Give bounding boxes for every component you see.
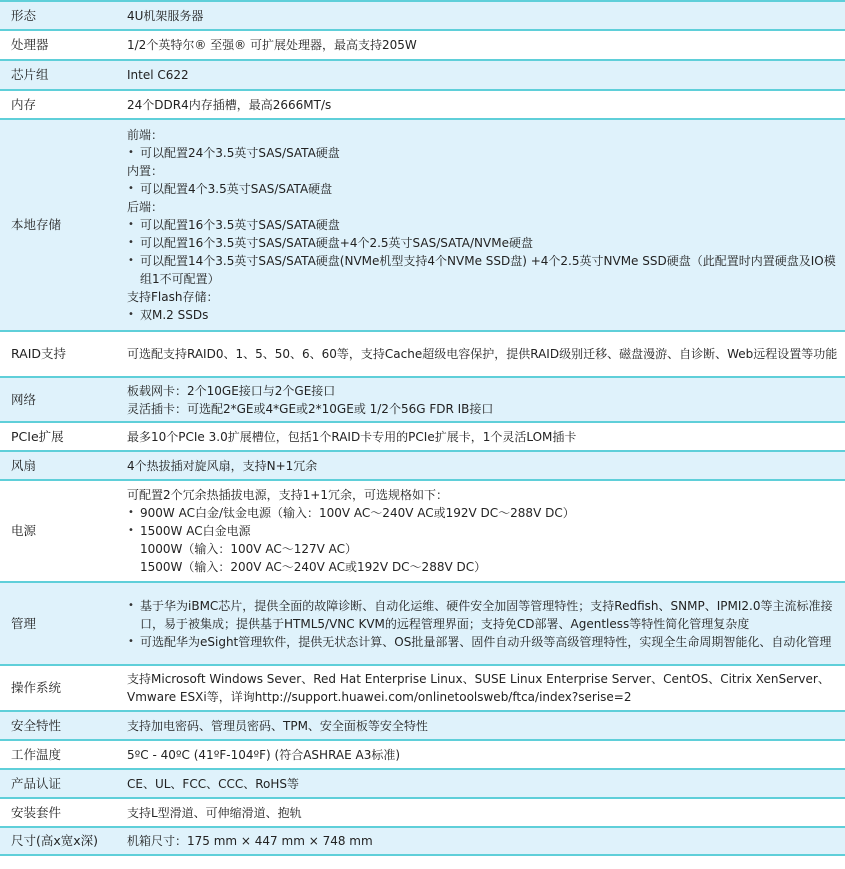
- row-label: 本地存储: [0, 119, 127, 331]
- row-label: 内存: [0, 90, 127, 119]
- spec-row-management: [0, 582, 845, 665]
- section-heading: 前端：: [127, 128, 164, 142]
- value-text: 机箱尺寸：175 mm × 447 mm × 748 mm: [127, 834, 373, 848]
- spec-row-os: [0, 665, 845, 711]
- value-text: 支持L型滑道、可伸缩滑道、抱轨: [127, 805, 302, 820]
- bullet-item: • 可选配华为eSight管理软件，提供无状态计算、OS批量部署、固件自动升级等高级管理特性，实现全生命周期智能化、自动化管理: [127, 633, 839, 651]
- spec-row-form-factor: [0, 1, 845, 30]
- row-label: 形态: [0, 1, 127, 30]
- spec-row-power: [0, 480, 845, 582]
- row-value: [127, 331, 845, 377]
- row-value: [127, 665, 845, 711]
- section-heading: 支持Flash存储：: [127, 290, 219, 304]
- spec-row-memory: [0, 90, 845, 119]
- row-label: 网络: [0, 377, 127, 422]
- bullet-item: • 1500W AC白金电源: [127, 522, 839, 540]
- row-label: 芯片组: [0, 60, 127, 90]
- spec-row-raid: [0, 331, 845, 377]
- sub-item: 1500W（输入：200V AC～240V AC或192V DC～288V DC）: [140, 560, 487, 574]
- spec-row-mounting-kit: [0, 798, 845, 827]
- spec-row-pcie: [0, 422, 845, 451]
- spec-row-processor: [0, 30, 845, 60]
- row-label: 工作温度: [0, 740, 127, 769]
- row-value: [127, 60, 845, 90]
- row-label: 安全特性: [0, 711, 127, 740]
- row-label: 产品认证: [0, 769, 127, 798]
- row-value: [127, 769, 845, 798]
- spec-row-local-storage: [0, 119, 845, 331]
- value-text: 灵活插卡：可选配2*GE或4*GE或2*10GE或 1/2个56G FDR IB接口: [127, 401, 494, 416]
- value-text: 支持Microsoft Windows Sever、Red Hat Enterprise Linux、SUSE Linux Enterprise Server、CentOS、Citrix XenServer、Vmware ESXi等，详询http://support.huawei.com/onlinetoolsweb/ftca/index?serise=2: [127, 672, 830, 704]
- spec-row-security: [0, 711, 845, 740]
- spec-row-chipset: [0, 60, 845, 90]
- value-text: CE、UL、FCC、CCC、RoHS等: [127, 776, 300, 791]
- row-label: RAID支持: [0, 331, 127, 377]
- spec-row-certification: [0, 769, 845, 798]
- row-value: [127, 582, 845, 665]
- row-value: [127, 798, 845, 827]
- value-text: 4U机架服务器: [127, 8, 204, 23]
- row-label: 处理器: [0, 30, 127, 60]
- row-value: [127, 1, 845, 30]
- bullet-item: • 基于华为iBMC芯片，提供全面的故障诊断、自动化运维、硬件安全加固等管理特性；支持Redfish、SNMP、IPMI2.0等主流标准接口，易于被集成；提供基于HTML5/VNC KVM的远程管理界面；支持免CD部署、Agentless等特性简化管理复杂度: [127, 597, 839, 633]
- value-text: 板载网卡：2个10GE接口与2个GE接口: [127, 383, 336, 398]
- value-text: Intel C622: [127, 68, 189, 82]
- row-value: [127, 480, 845, 582]
- row-value: [127, 740, 845, 769]
- spec-row-network: [0, 377, 845, 422]
- bullet-item: • 900W AC白金/钛金电源（输入：100V AC～240V AC或192V DC～288V DC）: [127, 504, 839, 522]
- value-text: 可配置2个冗余热插拔电源，支持1+1冗余，可选规格如下：: [127, 488, 448, 502]
- spec-row-fan: [0, 451, 845, 480]
- value-text: 最多10个PCIe 3.0扩展槽位，包括1个RAID卡专用的PCIe扩展卡，1个灵活LOM插卡: [127, 429, 577, 444]
- row-label: 操作系统: [0, 665, 127, 711]
- row-value: [127, 90, 845, 119]
- bullet-item: • 可以配置24个3.5英寸SAS/SATA硬盘: [127, 144, 839, 162]
- bullet-item: • 可以配置16个3.5英寸SAS/SATA硬盘: [127, 216, 839, 234]
- value-text: 5ºC - 40ºC (41ºF-104ºF) (符合ASHRAE A3标准): [127, 747, 401, 762]
- value-text: 24个DDR4内存插槽，最高2666MT/s: [127, 97, 332, 112]
- row-value: [127, 377, 845, 422]
- row-label: 安装套件: [0, 798, 127, 827]
- spec-row-temperature: [0, 740, 845, 769]
- row-label: 风扇: [0, 451, 127, 480]
- row-value: [127, 30, 845, 60]
- value-text: 4个热拔插对旋风扇，支持N+1冗余: [127, 458, 318, 473]
- bullet-item: • 双M.2 SSDs: [127, 306, 839, 324]
- bullet-item: • 可以配置16个3.5英寸SAS/SATA硬盘+4个2.5英寸SAS/SATA/NVMe硬盘: [127, 234, 839, 252]
- row-value: [127, 711, 845, 740]
- row-label: 管理: [0, 582, 127, 665]
- row-label: 尺寸(高x宽x深): [0, 827, 127, 855]
- section-heading: 内置：: [127, 164, 164, 178]
- row-label: PCIe扩展: [0, 422, 127, 451]
- row-value: [127, 451, 845, 480]
- spec-row-dimensions: [0, 827, 845, 855]
- row-value: [127, 119, 845, 331]
- bullet-item: • 可以配置14个3.5英寸SAS/SATA硬盘(NVMe机型支持4个NVMe SSD盘) +4个2.5英寸NVMe SSD硬盘（此配置时内置硬盘及IO模组1不可配置）: [127, 252, 839, 288]
- sub-item: 1000W（输入：100V AC～127V AC）: [140, 542, 358, 556]
- row-label: 电源: [0, 480, 127, 582]
- row-value: [127, 827, 845, 855]
- value-text: 支持加电密码、管理员密码、TPM、安全面板等安全特性: [127, 718, 428, 733]
- value-text: 1/2个英特尔® 至强® 可扩展处理器，最高支持205W: [127, 38, 417, 52]
- section-heading: 后端：: [127, 200, 164, 214]
- bullet-item: • 可以配置4个3.5英寸SAS/SATA硬盘: [127, 180, 839, 198]
- value-text: 可选配支持RAID0、1、5、50、6、60等，支持Cache超级电容保护，提供RAID级别迁移、磁盘漫游、自诊断、Web远程设置等功能: [127, 347, 838, 361]
- row-value: [127, 422, 845, 451]
